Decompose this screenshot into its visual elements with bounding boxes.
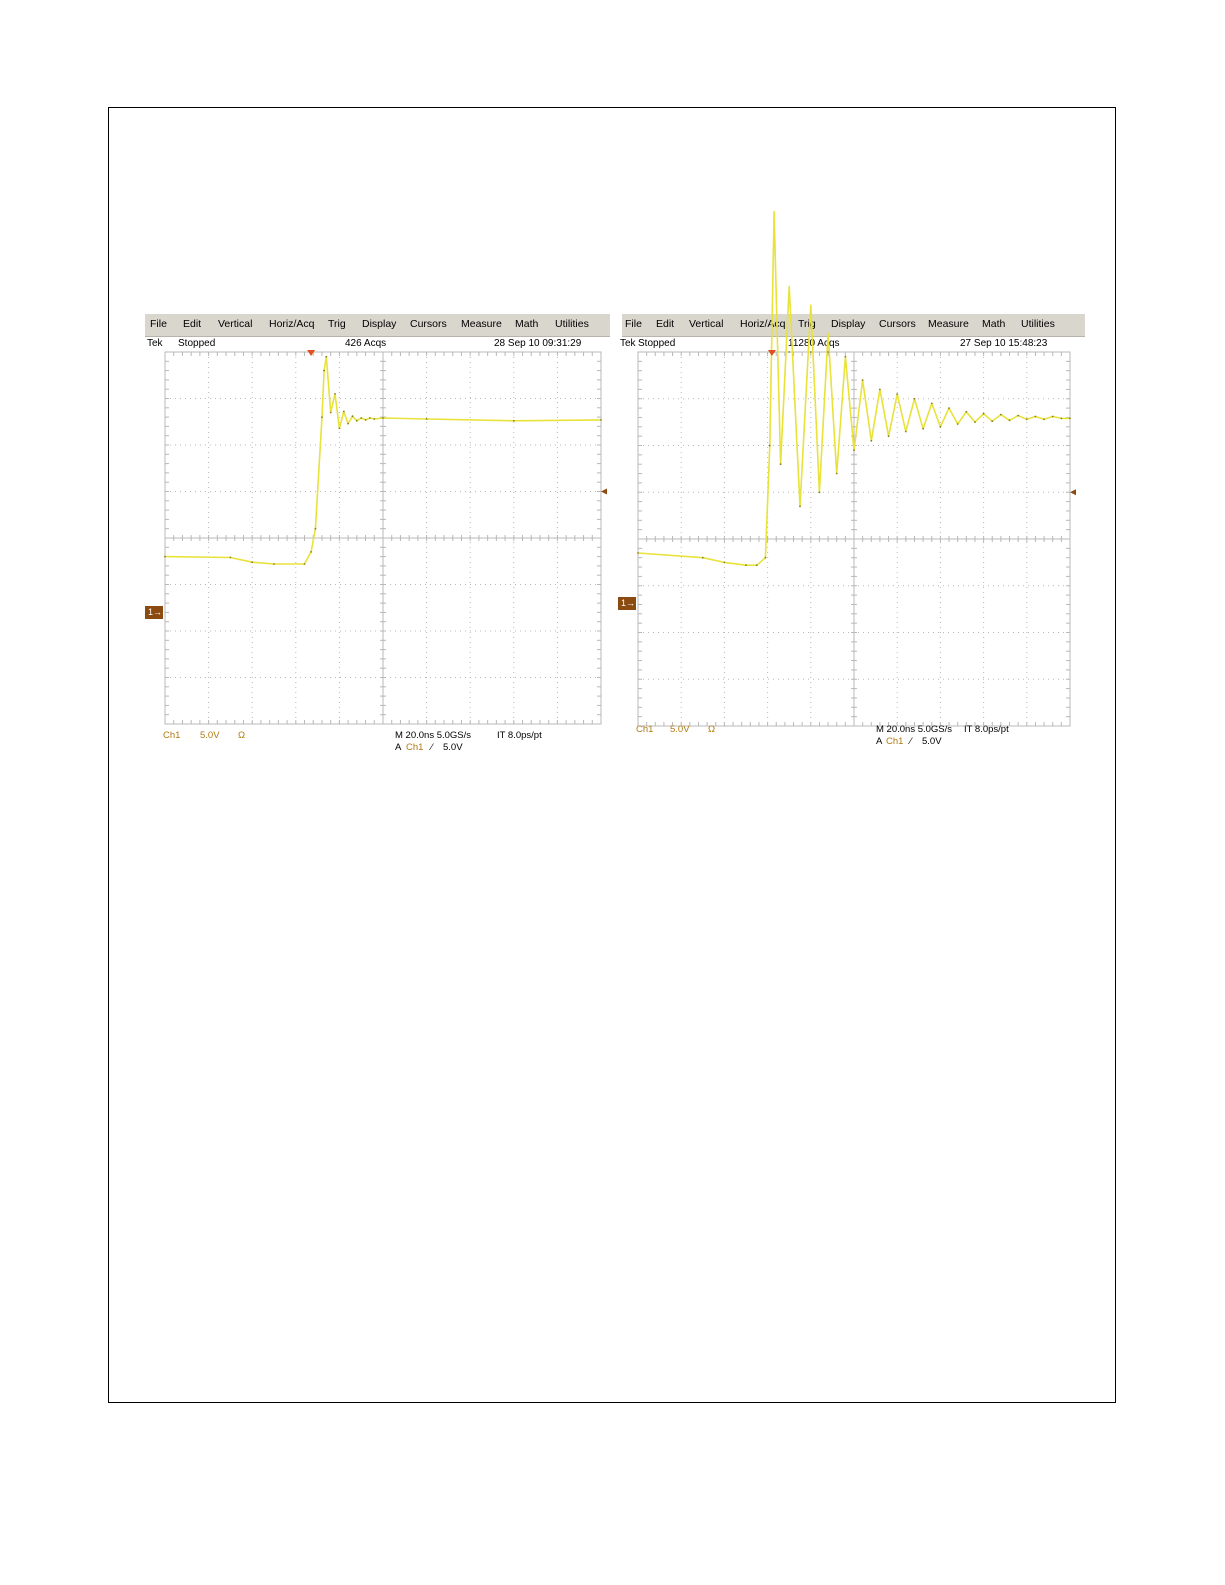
menu-math[interactable]: Math bbox=[515, 318, 539, 330]
data-point bbox=[352, 415, 354, 417]
acquisition-count: 426 Acqs bbox=[345, 338, 387, 349]
data-point bbox=[788, 351, 790, 353]
data-point bbox=[310, 551, 312, 553]
status-bar bbox=[622, 337, 1085, 351]
data-point bbox=[780, 463, 782, 465]
scope-screenshot-left bbox=[145, 314, 610, 764]
data-point bbox=[330, 412, 332, 414]
data-point bbox=[1069, 418, 1071, 420]
menu-edit[interactable]: Edit bbox=[183, 318, 202, 330]
data-point bbox=[600, 419, 602, 421]
trigger-level: 5.0V bbox=[922, 736, 942, 747]
scope-menubar bbox=[145, 314, 610, 337]
data-point bbox=[827, 351, 829, 353]
data-point bbox=[325, 356, 327, 358]
trigger-slope-icon: ⁄ bbox=[910, 736, 912, 747]
menu-edit[interactable]: Edit bbox=[656, 318, 675, 330]
data-point bbox=[230, 557, 232, 559]
data-point bbox=[369, 417, 371, 419]
data-point bbox=[323, 370, 325, 372]
waveform-plot bbox=[145, 350, 610, 726]
data-point bbox=[765, 557, 767, 559]
data-point bbox=[426, 418, 428, 420]
data-point bbox=[304, 563, 306, 565]
data-point bbox=[914, 398, 916, 400]
data-point bbox=[888, 435, 890, 437]
trigger-level-arrow-icon bbox=[601, 489, 607, 495]
menu-measure[interactable]: Measure bbox=[461, 318, 502, 330]
menu-trig[interactable]: Trig bbox=[328, 318, 346, 330]
menu-math[interactable]: Math bbox=[982, 318, 1006, 330]
trigger-position-icon bbox=[768, 350, 776, 356]
data-point bbox=[853, 449, 855, 451]
data-point bbox=[957, 423, 959, 425]
channel-coupling: Ω bbox=[708, 724, 716, 735]
data-point bbox=[756, 564, 758, 566]
data-point bbox=[905, 431, 907, 433]
marker-label: 1 bbox=[148, 607, 154, 617]
scope-menubar bbox=[622, 314, 1085, 337]
data-point bbox=[347, 423, 349, 425]
timebase-readout: M 20.0ns 5.0GS/s bbox=[876, 724, 953, 735]
menu-cursors[interactable]: Cursors bbox=[879, 318, 916, 330]
data-point bbox=[862, 379, 864, 381]
interpolation-readout: IT 8.0ps/pt bbox=[964, 724, 1009, 735]
acquisition-state: Stopped bbox=[178, 338, 216, 349]
data-point bbox=[870, 440, 872, 442]
channel-ground-marker-icon[interactable]: 1→ bbox=[145, 606, 163, 619]
menu-display[interactable]: Display bbox=[831, 318, 866, 330]
data-point bbox=[273, 563, 275, 565]
menu-horiz-acq[interactable]: Horiz/Acq bbox=[269, 318, 315, 330]
brand-label: Tek bbox=[620, 338, 636, 349]
datetime-label: 28 Sep 10 09:31:29 bbox=[494, 338, 582, 349]
interpolation-readout: IT 8.0ps/pt bbox=[497, 730, 542, 741]
data-point bbox=[745, 564, 747, 566]
data-point bbox=[382, 417, 384, 419]
data-point bbox=[1043, 418, 1045, 420]
scope-screenshot-right bbox=[622, 314, 1085, 768]
data-point bbox=[810, 351, 812, 353]
trigger-position-icon bbox=[307, 350, 315, 356]
data-point bbox=[1061, 418, 1063, 420]
acquisition-state: Stopped bbox=[638, 338, 676, 349]
data-point bbox=[315, 528, 317, 530]
waveform-screen bbox=[145, 350, 610, 726]
brand-label: Tek bbox=[147, 338, 163, 349]
data-point bbox=[702, 557, 704, 559]
data-point bbox=[983, 413, 985, 415]
acquisition-count: 11280 Acqs bbox=[788, 338, 840, 349]
channel-ground-marker-icon[interactable]: 1→ bbox=[618, 597, 636, 610]
data-point bbox=[965, 411, 967, 413]
data-point bbox=[845, 356, 847, 358]
data-point bbox=[819, 491, 821, 493]
waveform-screen bbox=[622, 350, 1085, 728]
trigger-prefix: A bbox=[395, 742, 402, 753]
data-point bbox=[334, 393, 336, 395]
data-point bbox=[251, 561, 253, 563]
data-point bbox=[799, 505, 801, 507]
trigger-slope-icon: ⁄ bbox=[431, 742, 433, 753]
data-point bbox=[991, 420, 993, 422]
data-point bbox=[931, 403, 933, 405]
data-point bbox=[356, 420, 358, 422]
data-point bbox=[1026, 418, 1028, 420]
data-point bbox=[164, 556, 166, 558]
menu-vertical[interactable]: Vertical bbox=[218, 318, 253, 330]
menu-cursors[interactable]: Cursors bbox=[410, 318, 447, 330]
data-point bbox=[948, 407, 950, 409]
data-point bbox=[769, 445, 771, 447]
menu-utilities[interactable]: Utilities bbox=[1021, 318, 1055, 330]
data-point bbox=[896, 393, 898, 395]
trigger-level: 5.0V bbox=[443, 742, 463, 753]
data-point bbox=[1035, 416, 1037, 418]
data-point bbox=[922, 428, 924, 430]
data-point bbox=[365, 419, 367, 421]
channel-scale: 5.0V bbox=[670, 724, 690, 735]
menu-horiz-acq[interactable]: Horiz/Acq bbox=[740, 318, 786, 330]
data-point bbox=[974, 421, 976, 423]
trigger-prefix: A bbox=[876, 736, 883, 747]
data-point bbox=[343, 411, 345, 413]
channel-label: Ch1 bbox=[636, 724, 654, 735]
trigger-source: Ch1 bbox=[886, 736, 904, 747]
marker-label: 1 bbox=[621, 598, 627, 608]
data-point bbox=[339, 427, 341, 429]
datetime-label: 27 Sep 10 15:48:23 bbox=[960, 338, 1048, 349]
status-bar bbox=[145, 337, 610, 351]
timebase-readout: M 20.0ns 5.0GS/s bbox=[395, 730, 472, 741]
data-point bbox=[360, 417, 362, 419]
data-point bbox=[373, 418, 375, 420]
channel-label: Ch1 bbox=[163, 730, 181, 741]
menu-vertical[interactable]: Vertical bbox=[689, 318, 724, 330]
data-point bbox=[321, 416, 323, 418]
data-point bbox=[879, 389, 881, 391]
channel-coupling: Ω bbox=[238, 730, 246, 741]
data-point bbox=[1052, 416, 1054, 418]
trigger-source: Ch1 bbox=[406, 742, 424, 753]
data-point bbox=[637, 552, 639, 554]
waveform-plot bbox=[622, 350, 1085, 728]
data-point bbox=[940, 426, 942, 428]
data-point bbox=[1009, 419, 1011, 421]
trigger-level-arrow-icon bbox=[1070, 489, 1076, 495]
data-point bbox=[836, 473, 838, 475]
data-point bbox=[1000, 414, 1002, 416]
menu-file[interactable]: File bbox=[150, 318, 167, 330]
channel-scale: 5.0V bbox=[200, 730, 220, 741]
menu-trig[interactable]: Trig bbox=[798, 318, 816, 330]
menu-display[interactable]: Display bbox=[362, 318, 397, 330]
menu-utilities[interactable]: Utilities bbox=[555, 318, 589, 330]
menu-file[interactable]: File bbox=[625, 318, 642, 330]
menu-measure[interactable]: Measure bbox=[928, 318, 969, 330]
data-point bbox=[513, 420, 515, 422]
data-point bbox=[724, 562, 726, 564]
data-point bbox=[1017, 415, 1019, 417]
